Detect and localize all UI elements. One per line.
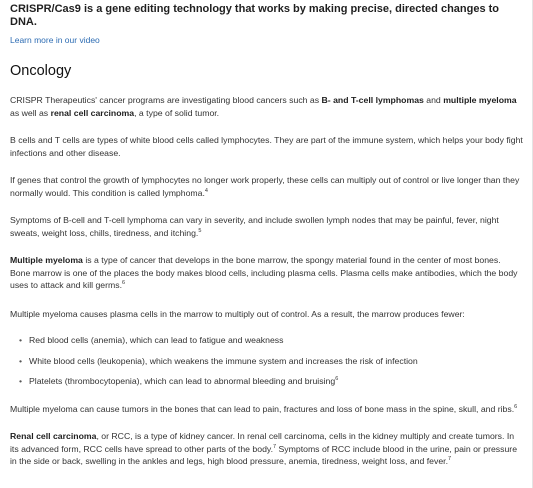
paragraph-lymphoma	[10, 174, 523, 199]
bold-term-multiple-myeloma: multiple myeloma	[443, 95, 517, 105]
paragraph-lymphoma-symptoms	[10, 214, 523, 239]
list-item	[19, 355, 523, 368]
bold-term-multiple-myeloma: Multiple myeloma	[10, 255, 83, 265]
text-run: Symptoms of RCC include blood in the urine, pain or pressure in the side or back, swelling in the ankles and legs, high blood pressure, anemia, tiredness, weight loss, and fever.	[10, 443, 518, 466]
list-item	[19, 334, 523, 347]
text-run: Multiple myeloma can cause tumors in the bones that can lead to pain, fractures and loss of bone mass in the spine, skull, and ribs.	[10, 403, 515, 414]
intro-headline: CRISPR/Cas9 is a gene editing technology that works by making precise, directed changes to DNA.	[10, 3, 500, 28]
text-run: , a type of solid tumor.	[134, 107, 220, 118]
list-item-text: White blood cells (leukopenia), which weakens the immune system and increases the risk of infection	[29, 355, 418, 366]
paragraph-bone-tumors	[10, 403, 523, 416]
reference-superscript: 6	[335, 376, 339, 383]
list-item	[19, 375, 523, 388]
section-title: Oncology	[10, 63, 72, 79]
text-run: , or RCC, is a type of kidney cancer. In renal cell carcinoma, cells in the kidney multiply and create tumors. In its advanced form, RCC cells have spread to other parts of the body.	[10, 431, 515, 454]
learn-more-video-link[interactable]: Learn more in our video	[10, 35, 100, 45]
list-item-text: Platelets (thrombocytopenia), which can lead to abnormal bleeding and bruising	[29, 376, 336, 386]
bullet-marker: •	[19, 355, 23, 366]
bullet-marker: •	[19, 376, 23, 386]
reference-superscript: 4	[204, 187, 208, 194]
paragraph-lymphocytes: B cells and T cells are types of white blood cells called lymphocytes. They are part of the immune system, which helps your body fight infections and other disease.	[10, 135, 523, 158]
reference-superscript: 6	[122, 280, 126, 287]
list-item-text: Red blood cells (anemia), which can lead to fatigue and weakness	[29, 335, 284, 345]
text-run: CRISPR Therapeutics' cancer programs are investigating blood cancers such as	[10, 95, 322, 105]
text-run: If genes that control the growth of lymphocytes no longer work properly, these cells can multiply out of control or live longer than they normally would. This condition is called lymphoma.	[10, 175, 520, 198]
bold-term-renal-cell-carcinoma: Renal cell carcinoma	[10, 431, 97, 441]
paragraph-renal-cell-carcinoma	[10, 430, 523, 468]
bold-term-lymphomas: B- and T-cell lymphomas	[321, 95, 424, 105]
paragraph-marrow-produces-fewer: Multiple myeloma causes plasma cells in the marrow to multiply out of control. As a result, the marrow produces fewer:	[10, 308, 465, 319]
reference-superscript: 6	[514, 403, 518, 410]
reference-superscript: 7	[448, 456, 452, 463]
text-run: and	[423, 95, 444, 105]
bold-term-renal-cell-carcinoma: renal cell carcinoma	[50, 107, 135, 118]
reference-superscript: 5	[198, 227, 202, 234]
paragraph-cancer-programs	[10, 94, 523, 119]
text-run: is a type of cancer that develops in the bone marrow, the spongy material found in the center of most bones. Bone marrow is one of the places the body makes blood cells, including plasma cells. Plasma cells make antibodies, which the body uses to attack and kill germs.	[10, 255, 518, 290]
text-run: Symptoms of B-cell and T-cell lymphoma can vary in severity, and include swollen lymph nodes that may be painful, fever, night sweats, weight loss, chills, tiredness, and itching.	[10, 215, 499, 238]
bullet-marker: •	[19, 335, 23, 345]
text-run: as well as	[10, 107, 51, 118]
paragraph-multiple-myeloma	[10, 254, 523, 292]
reference-superscript: 7	[273, 443, 277, 450]
blood-cell-list	[10, 334, 523, 388]
